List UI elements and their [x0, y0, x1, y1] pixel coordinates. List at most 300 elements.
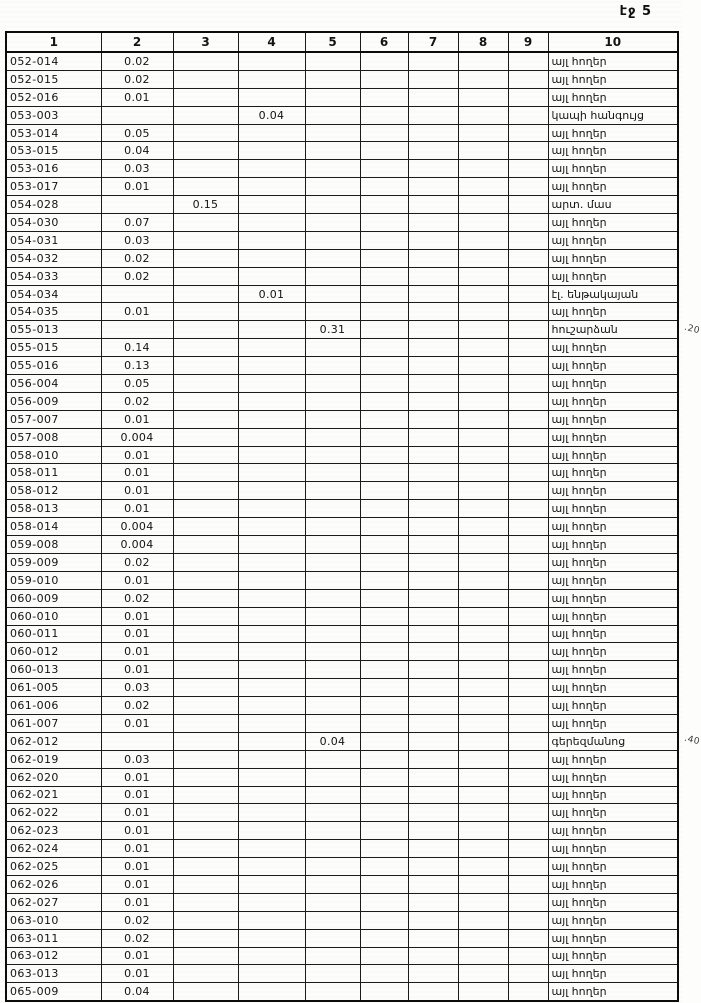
table-row [6, 267, 678, 285]
value-cell [173, 464, 238, 482]
value-cell [360, 750, 408, 768]
table-row [6, 196, 678, 214]
table-row [6, 52, 678, 70]
value-cell [173, 965, 238, 983]
value-cell [360, 339, 408, 357]
value-cell [238, 858, 305, 876]
value-cell [408, 589, 458, 607]
value-cell [508, 911, 548, 929]
land-type-cell: այլ հողեր [548, 178, 678, 196]
value-cell [173, 840, 238, 858]
value-cell [508, 392, 548, 410]
column-header: 5 [305, 32, 360, 52]
value-cell [101, 196, 173, 214]
value-cell [238, 983, 305, 1001]
land-type-cell: էլ. ենթակայան [548, 285, 678, 303]
value-cell [408, 679, 458, 697]
value-cell [305, 500, 360, 518]
value-cell [238, 571, 305, 589]
parcel-code-cell: 060-013 [6, 661, 101, 679]
value-cell [305, 142, 360, 160]
table-row [6, 929, 678, 947]
value-cell [458, 679, 508, 697]
table-row [6, 214, 678, 232]
land-type-cell: այլ հողեր [548, 589, 678, 607]
value-cell [238, 965, 305, 983]
value-cell: 0.02 [101, 589, 173, 607]
value-cell [360, 392, 408, 410]
land-type-cell: այլ հողեր [548, 553, 678, 571]
value-cell [408, 339, 458, 357]
value-cell [458, 911, 508, 929]
parcel-code-cell: 058-013 [6, 500, 101, 518]
value-cell [508, 947, 548, 965]
parcel-code-cell: 054-033 [6, 267, 101, 285]
value-cell [238, 303, 305, 321]
value-cell [458, 357, 508, 375]
value-cell [238, 625, 305, 643]
value-cell [458, 571, 508, 589]
value-cell [173, 321, 238, 339]
value-cell: 0.02 [101, 929, 173, 947]
value-cell [408, 697, 458, 715]
column-header: 9 [508, 32, 548, 52]
value-cell [238, 822, 305, 840]
value-cell [508, 321, 548, 339]
value-cell [173, 231, 238, 249]
value-cell [360, 607, 408, 625]
value-cell [508, 571, 548, 589]
land-type-cell: այլ հողեր [548, 947, 678, 965]
value-cell: 0.01 [101, 88, 173, 106]
value-cell [508, 500, 548, 518]
value-cell [305, 52, 360, 70]
table-row [6, 428, 678, 446]
table-row [6, 911, 678, 929]
value-cell [408, 893, 458, 911]
value-cell [508, 840, 548, 858]
value-cell: 0.01 [101, 965, 173, 983]
value-cell [508, 410, 548, 428]
table-row [6, 875, 678, 893]
value-cell [305, 231, 360, 249]
parcel-code-cell: 058-011 [6, 464, 101, 482]
value-cell [238, 840, 305, 858]
value-cell [305, 840, 360, 858]
value-cell [360, 142, 408, 160]
table-body [6, 52, 701, 1001]
value-cell [173, 518, 238, 536]
table-row [6, 589, 678, 607]
value-cell [360, 893, 408, 911]
value-cell [508, 822, 548, 840]
value-cell: 0.05 [101, 375, 173, 393]
value-cell: 0.02 [101, 267, 173, 285]
value-cell: 0.01 [101, 625, 173, 643]
value-cell: 0.004 [101, 536, 173, 554]
value-cell [305, 196, 360, 214]
value-cell [408, 571, 458, 589]
value-cell [173, 607, 238, 625]
value-cell [238, 518, 305, 536]
value-cell [173, 858, 238, 876]
value-cell [305, 571, 360, 589]
value-cell [360, 70, 408, 88]
value-cell [173, 142, 238, 160]
value-cell [408, 822, 458, 840]
value-cell [458, 52, 508, 70]
value-cell [305, 553, 360, 571]
parcel-code-cell: 060-009 [6, 589, 101, 607]
value-cell [508, 553, 548, 571]
value-cell [408, 750, 458, 768]
value-cell [305, 536, 360, 554]
value-cell [408, 983, 458, 1001]
parcel-code-cell: 061-005 [6, 679, 101, 697]
value-cell [408, 929, 458, 947]
value-cell [238, 536, 305, 554]
value-cell [408, 482, 458, 500]
value-cell [458, 410, 508, 428]
value-cell [305, 464, 360, 482]
value-cell [238, 643, 305, 661]
table-row [6, 661, 678, 679]
parcel-code-cell: 055-013 [6, 321, 101, 339]
table-row [6, 446, 678, 464]
column-header: 7 [408, 32, 458, 52]
parcel-code-cell: 054-035 [6, 303, 101, 321]
value-cell [408, 124, 458, 142]
value-cell [408, 625, 458, 643]
value-cell [360, 858, 408, 876]
value-cell [305, 410, 360, 428]
value-cell [238, 875, 305, 893]
value-cell [305, 339, 360, 357]
value-cell [408, 196, 458, 214]
value-cell [101, 106, 173, 124]
value-cell [508, 214, 548, 232]
value-cell [305, 70, 360, 88]
value-cell [408, 965, 458, 983]
value-cell [408, 428, 458, 446]
value-cell [238, 732, 305, 750]
value-cell [305, 697, 360, 715]
value-cell [360, 786, 408, 804]
land-type-cell: այլ հողեր [548, 267, 678, 285]
land-type-cell: այլ հողեր [548, 983, 678, 1001]
value-cell [238, 697, 305, 715]
value-cell [238, 786, 305, 804]
value-cell: 0.02 [101, 52, 173, 70]
column-header: 1 [6, 32, 101, 52]
value-cell [360, 661, 408, 679]
value-cell: 0.01 [101, 768, 173, 786]
value-cell [360, 178, 408, 196]
land-type-cell: այլ հողեր [548, 375, 678, 393]
value-cell [360, 643, 408, 661]
value-cell [305, 285, 360, 303]
parcel-code-cell: 054-031 [6, 231, 101, 249]
table-row [6, 285, 678, 303]
value-cell: 0.01 [101, 804, 173, 822]
parcel-code-cell: 058-012 [6, 482, 101, 500]
value-cell [458, 965, 508, 983]
value-cell [408, 106, 458, 124]
data-table [5, 31, 701, 1002]
value-cell [408, 357, 458, 375]
value-cell [360, 321, 408, 339]
column-header: 3 [173, 32, 238, 52]
value-cell: 0.02 [101, 249, 173, 267]
value-cell [458, 929, 508, 947]
value-cell [360, 267, 408, 285]
land-type-cell: այլ հողեր [548, 661, 678, 679]
value-cell [238, 249, 305, 267]
parcel-code-cell: 062-024 [6, 840, 101, 858]
value-cell [305, 822, 360, 840]
table-row [6, 70, 678, 88]
parcel-code-cell: 062-020 [6, 768, 101, 786]
land-type-cell: այլ հողեր [548, 858, 678, 876]
value-cell [360, 231, 408, 249]
column-header: 2 [101, 32, 173, 52]
table-row [6, 625, 678, 643]
table-row [6, 786, 678, 804]
land-type-cell: այլ հողեր [548, 768, 678, 786]
parcel-code-cell: 053-003 [6, 106, 101, 124]
value-cell [305, 875, 360, 893]
land-type-cell: այլ հողեր [548, 357, 678, 375]
value-cell [408, 410, 458, 428]
value-cell [508, 375, 548, 393]
value-cell [305, 929, 360, 947]
value-cell [408, 875, 458, 893]
land-type-cell: այլ հողեր [548, 392, 678, 410]
value-cell [305, 661, 360, 679]
value-cell [360, 410, 408, 428]
value-cell [173, 482, 238, 500]
land-type-cell: այլ հողեր [548, 142, 678, 160]
value-cell [173, 804, 238, 822]
value-cell: 0.01 [101, 714, 173, 732]
value-cell [173, 553, 238, 571]
value-cell [238, 267, 305, 285]
value-cell [238, 589, 305, 607]
value-cell [360, 679, 408, 697]
value-cell [458, 428, 508, 446]
value-cell [408, 178, 458, 196]
value-cell [508, 858, 548, 876]
value-cell [458, 106, 508, 124]
table-row [6, 732, 678, 750]
value-cell: 0.01 [101, 643, 173, 661]
value-cell [508, 589, 548, 607]
value-cell [173, 929, 238, 947]
value-cell [508, 482, 548, 500]
value-cell [238, 357, 305, 375]
land-type-cell: այլ հողեր [548, 303, 678, 321]
value-cell [360, 500, 408, 518]
value-cell [238, 947, 305, 965]
value-cell [458, 875, 508, 893]
value-cell [173, 893, 238, 911]
land-type-cell: այլ հողեր [548, 339, 678, 357]
value-cell [238, 142, 305, 160]
value-cell [360, 589, 408, 607]
value-cell [305, 106, 360, 124]
land-type-cell: այլ հողեր [548, 929, 678, 947]
value-cell [173, 679, 238, 697]
parcel-code-cell: 055-016 [6, 357, 101, 375]
table-row [6, 249, 678, 267]
land-type-cell: այլ հողեր [548, 893, 678, 911]
parcel-code-cell: 052-014 [6, 52, 101, 70]
value-cell [408, 643, 458, 661]
table-row [6, 607, 678, 625]
value-cell [238, 88, 305, 106]
parcel-code-cell: 059-010 [6, 571, 101, 589]
land-type-cell: այլ հողեր [548, 965, 678, 983]
value-cell: 0.01 [101, 410, 173, 428]
value-cell [360, 553, 408, 571]
value-cell: 0.03 [101, 679, 173, 697]
table-row [6, 392, 678, 410]
value-cell [458, 553, 508, 571]
value-cell [173, 178, 238, 196]
land-type-cell: այլ հողեր [548, 571, 678, 589]
value-cell [238, 52, 305, 70]
value-cell [305, 714, 360, 732]
value-cell: 0.01 [101, 875, 173, 893]
table-row [6, 553, 678, 571]
table-header [6, 32, 678, 52]
value-cell [360, 983, 408, 1001]
parcel-code-cell: 063-011 [6, 929, 101, 947]
parcel-code-cell: 054-030 [6, 214, 101, 232]
table-row [6, 804, 678, 822]
value-cell [508, 231, 548, 249]
table-row [6, 679, 678, 697]
land-type-cell: այլ հողեր [548, 214, 678, 232]
value-cell [408, 375, 458, 393]
table-row [6, 697, 678, 715]
value-cell [508, 643, 548, 661]
table-row [6, 643, 678, 661]
value-cell [458, 214, 508, 232]
value-cell [360, 196, 408, 214]
parcel-code-cell: 058-010 [6, 446, 101, 464]
table-row [6, 518, 678, 536]
land-type-cell: այլ հողեր [548, 518, 678, 536]
value-cell [458, 947, 508, 965]
parcel-code-cell: 053-015 [6, 142, 101, 160]
value-cell [173, 911, 238, 929]
table-row [6, 500, 678, 518]
land-type-cell: այլ հողեր [548, 70, 678, 88]
land-type-cell: այլ հողեր [548, 52, 678, 70]
value-cell [458, 446, 508, 464]
value-cell [238, 482, 305, 500]
value-cell [238, 124, 305, 142]
value-cell: 0.01 [101, 500, 173, 518]
value-cell [173, 500, 238, 518]
parcel-code-cell: 054-034 [6, 285, 101, 303]
parcel-code-cell: 062-022 [6, 804, 101, 822]
value-cell [360, 965, 408, 983]
value-cell [408, 553, 458, 571]
value-cell [305, 392, 360, 410]
column-header: 6 [360, 32, 408, 52]
value-cell [360, 357, 408, 375]
value-cell [238, 410, 305, 428]
land-type-cell: գերեզմանոց .40 [548, 732, 678, 750]
value-cell [173, 571, 238, 589]
table-row [6, 375, 678, 393]
value-cell [508, 196, 548, 214]
land-type-cell: այլ հողեր [548, 804, 678, 822]
land-type-cell: այլ հողեր [548, 231, 678, 249]
value-cell [305, 249, 360, 267]
value-cell [101, 321, 173, 339]
value-cell [458, 822, 508, 840]
land-type-cell: այլ հողեր [548, 536, 678, 554]
value-cell [508, 285, 548, 303]
value-cell [408, 303, 458, 321]
value-cell: 0.02 [101, 911, 173, 929]
land-type-cell: արտ. մաս [548, 196, 678, 214]
value-cell [305, 679, 360, 697]
value-cell [238, 714, 305, 732]
value-cell [305, 446, 360, 464]
value-cell [305, 804, 360, 822]
value-cell [238, 375, 305, 393]
land-type-cell: այլ հողեր [548, 607, 678, 625]
parcel-code-cell: 062-023 [6, 822, 101, 840]
land-type-cell: այլ հողեր [548, 840, 678, 858]
value-cell [305, 160, 360, 178]
value-cell [360, 625, 408, 643]
parcel-code-cell: 062-012 [6, 732, 101, 750]
value-cell [173, 52, 238, 70]
table-row [6, 178, 678, 196]
value-cell: 0.04 [101, 142, 173, 160]
value-cell [458, 482, 508, 500]
value-cell [360, 571, 408, 589]
value-cell: 0.13 [101, 357, 173, 375]
value-cell [238, 893, 305, 911]
land-type-cell: այլ հողեր [548, 500, 678, 518]
value-cell [408, 160, 458, 178]
land-type-cell: այլ հողեր [548, 750, 678, 768]
value-cell [508, 464, 548, 482]
parcel-code-cell: 057-007 [6, 410, 101, 428]
value-cell: 0.03 [101, 231, 173, 249]
value-cell: 0.01 [101, 661, 173, 679]
value-cell [305, 589, 360, 607]
value-cell [305, 625, 360, 643]
value-cell [508, 160, 548, 178]
value-cell [508, 339, 548, 357]
table-row [6, 858, 678, 876]
value-cell [305, 965, 360, 983]
value-cell: 0.01 [101, 464, 173, 482]
value-cell [173, 786, 238, 804]
table-row [6, 571, 678, 589]
value-cell [360, 768, 408, 786]
parcel-code-cell: 063-012 [6, 947, 101, 965]
value-cell [458, 196, 508, 214]
value-cell [408, 858, 458, 876]
